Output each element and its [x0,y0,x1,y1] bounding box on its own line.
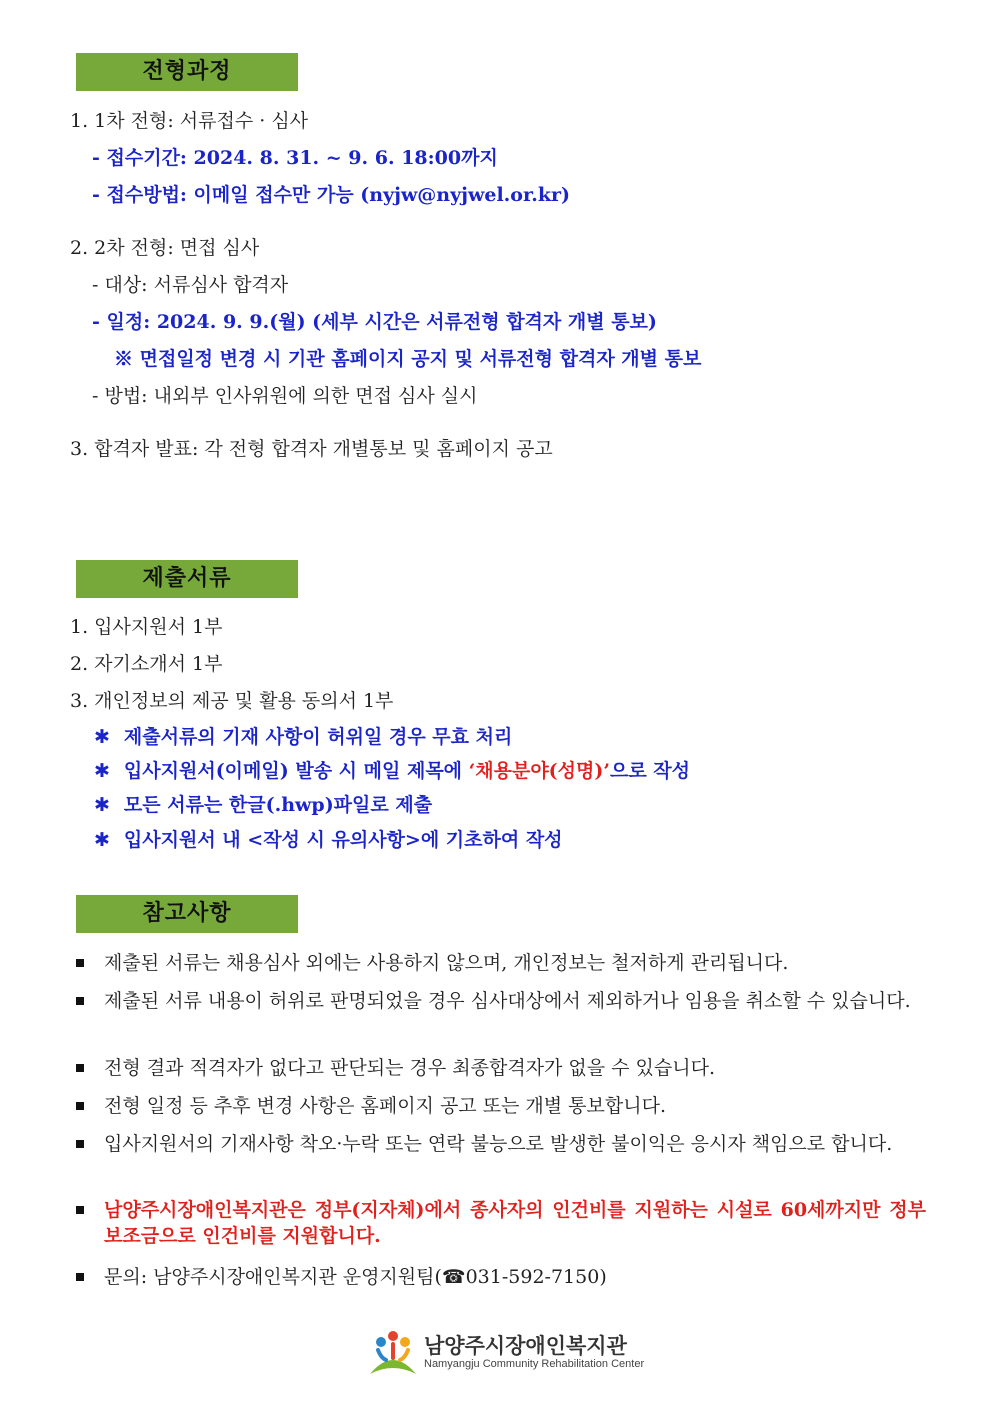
asterisk-icon: ✱ [94,794,110,816]
process-step2-note: ※ 면접일정 변경 시 기관 홈페이지 공지 및 서류전형 합격자 개별 통보 [114,348,702,370]
logo-subtitle: Namyangju Community Rehabilitation Center [424,1358,645,1370]
note-bullet-4: 전형 일정 등 추후 변경 사항은 홈페이지 공고 또는 개별 통보합니다. [76,1093,926,1119]
process-step3: 3. 합격자 발표: 각 전형 합격자 개별통보 및 홈페이지 공고 [70,438,553,460]
process-step1: 1. 1차 전형: 서류접수 · 심사 [70,110,309,132]
section-title-documents: 제출서류 [76,560,298,598]
section-title-process: 전형과정 [76,53,298,91]
square-bullet-icon [76,959,84,967]
document-note-2: ✱ 입사지원서(이메일) 발송 시 메일 제목에 ‘채용분야(성명)’으로 작성 [94,760,691,782]
process-step2: 2. 2차 전형: 면접 심사 [70,237,260,259]
process-step1-method: - 접수방법: 이메일 접수만 가능 (nyjw@nyjwel.or.kr) [92,184,571,206]
document-note-3: ✱ 모든 서류는 한글(.hwp)파일로 제출 [94,794,433,816]
square-bullet-icon [76,997,84,1005]
organization-logo [366,1328,645,1380]
logo-name: 남양주시장애인복지관 [424,1334,627,1358]
process-step2-method: - 방법: 내외부 인사위원에 의한 면접 심사 실시 [92,385,478,407]
square-bullet-icon [76,1206,84,1214]
section-title-notes: 참고사항 [76,895,298,933]
process-step1-period: - 접수기간: 2024. 8. 31. ~ 9. 6. 18:00까지 [92,147,498,169]
phone-icon: ☎ [441,1266,466,1288]
note-bullet-3: 전형 결과 적격자가 없다고 판단되는 경우 최종합격자가 없을 수 있습니다. [76,1055,926,1081]
asterisk-icon: ✱ [94,760,110,782]
subject-format-highlight: ‘채용분야(성명)’ [468,760,610,782]
note-bullet-5: 입사지원서의 기재사항 착오·누락 또는 연락 불능으로 발생한 불이익은 응시자 책임으로 합니다. [76,1131,926,1157]
document-note-1: ✱ 제출서류의 기재 사항이 허위일 경우 무효 처리 [94,726,513,748]
square-bullet-icon [76,1064,84,1072]
note-bullet-2: 제출된 서류 내용이 허위로 판명되었을 경우 심사대상에서 제외하거나 임용을 취소할 수 있습니다. [76,988,926,1014]
square-bullet-icon [76,1273,84,1281]
document-item-2: 2. 자기소개서 1부 [70,653,223,675]
document-item-1: 1. 입사지원서 1부 [70,616,223,638]
document-note-4: ✱ 입사지원서 내 <작성 시 유의사항>에 기초하여 작성 [94,829,563,851]
square-bullet-icon [76,1140,84,1148]
process-step2-date: - 일정: 2024. 9. 9.(월) (세부 시간은 서류전형 합격자 개별 통보) [92,311,657,333]
note-bullet-7: 문의: 남양주시장애인복지관 운영지원팀(☎031-592-7150) [76,1264,926,1290]
logo-emblem-icon [366,1328,420,1378]
document-item-3: 3. 개인정보의 제공 및 활용 동의서 1부 [70,690,394,712]
note-bullet-1: 제출된 서류는 채용심사 외에는 사용하지 않으며, 개인정보는 철저하게 관리됩니다. [76,950,926,976]
asterisk-icon: ✱ [94,829,110,851]
note-bullet-6: 남양주시장애인복지관은 정부(지자체)에서 종사자의 인건비를 지원하는 시설로 60세까지만 정부 보조금으로 인건비를 지원합니다. [76,1197,926,1249]
square-bullet-icon [76,1102,84,1110]
asterisk-icon: ✱ [94,726,110,748]
process-step2-target: - 대상: 서류심사 합격자 [92,274,289,296]
